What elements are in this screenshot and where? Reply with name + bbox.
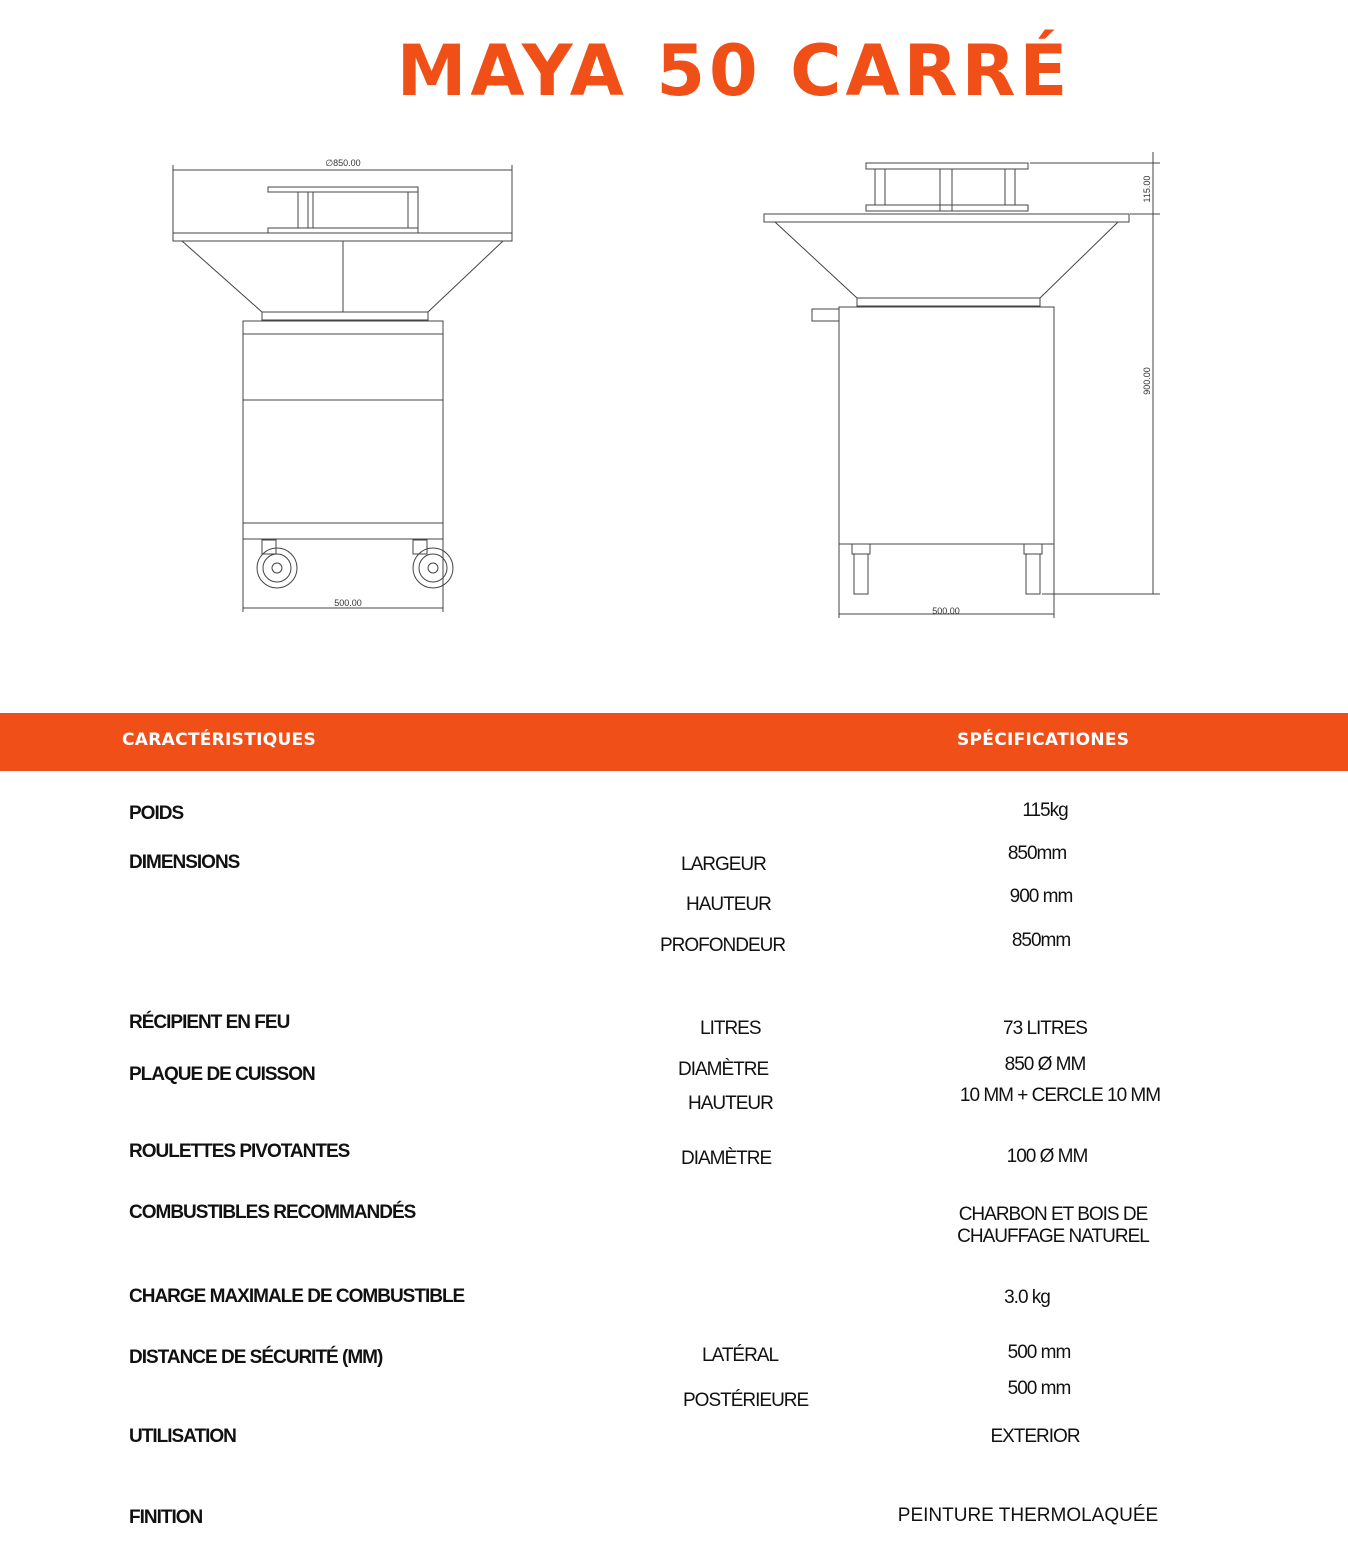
sub-profondeur: PROFONDEUR <box>660 935 786 956</box>
value-lateral: 500 mm <box>1007 1342 1071 1363</box>
spec-header-band <box>0 713 1348 771</box>
sub-largeur: LARGEUR <box>681 854 766 875</box>
header-characteristics: CARACTÉRISTIQUES <box>122 730 317 750</box>
technical-drawing <box>0 140 1348 640</box>
label-plaque: PLAQUE DE CUISSON <box>129 1064 315 1085</box>
label-roulettes: ROULETTES PIVOTANTES <box>129 1141 350 1162</box>
value-posterieure: 500 mm <box>1007 1378 1071 1399</box>
front-view-drawing <box>173 158 512 612</box>
page-title: MAYA 50 CARRÉ <box>396 30 1072 112</box>
side-top-height-label: 115.00 <box>1142 175 1152 203</box>
side-view-drawing <box>764 152 1160 618</box>
header-specifications: SPÉCIFICATIONES <box>957 730 1130 750</box>
sub-posterieure: POSTÉRIEURE <box>683 1390 809 1411</box>
label-utilisation: UTILISATION <box>129 1426 236 1447</box>
label-charge: CHARGE MAXIMALE DE COMBUSTIBLE <box>129 1286 465 1307</box>
value-plaque-diametre: 850 Ø MM <box>1004 1054 1086 1075</box>
sub-lateral: LATÉRAL <box>702 1345 779 1366</box>
value-finition: PEINTURE THERMOLAQUÉE <box>897 1505 1159 1526</box>
sub-litres: LITRES <box>700 1018 761 1039</box>
value-hauteur: 900 mm <box>1009 886 1073 907</box>
label-combustibles: COMBUSTIBLES RECOMMANDÉS <box>129 1202 416 1223</box>
label-dimensions: DIMENSIONS <box>129 852 240 873</box>
value-roulettes: 100 Ø MM <box>1006 1146 1088 1167</box>
value-largeur: 850mm <box>1007 843 1067 864</box>
sub-plaque-hauteur: HAUTEUR <box>688 1093 773 1114</box>
value-charge: 3.0 kg <box>1004 1287 1050 1308</box>
sub-plaque-diametre: DIAMÈTRE <box>678 1059 769 1080</box>
label-distance: DISTANCE DE SÉCURITÉ (MM) <box>129 1347 383 1368</box>
sub-roulettes-diametre: DIAMÈTRE <box>681 1148 772 1169</box>
value-utilisation: EXTERIOR <box>990 1426 1080 1447</box>
value-combustibles-line1: CHARBON ET BOIS DE <box>958 1204 1148 1225</box>
side-body-height-label: 900.00 <box>1142 367 1152 395</box>
sub-hauteur: HAUTEUR <box>686 894 771 915</box>
side-width-label: 500.00 <box>932 606 960 616</box>
label-poids: POIDS <box>129 803 184 824</box>
value-poids: 115kg <box>1022 800 1068 821</box>
value-litres: 73 LITRES <box>1003 1018 1087 1039</box>
value-combustibles-line2: CHAUFFAGE NATUREL <box>957 1226 1149 1247</box>
label-recipient: RÉCIPIENT EN FEU <box>129 1012 290 1033</box>
front-width-label: 500.00 <box>334 598 362 608</box>
label-finition: FINITION <box>129 1507 203 1528</box>
value-profondeur: 850mm <box>1011 930 1071 951</box>
front-diameter-label: ∅850.00 <box>325 158 361 168</box>
value-plaque-hauteur: 10 MM + CERCLE 10 MM <box>959 1085 1161 1106</box>
